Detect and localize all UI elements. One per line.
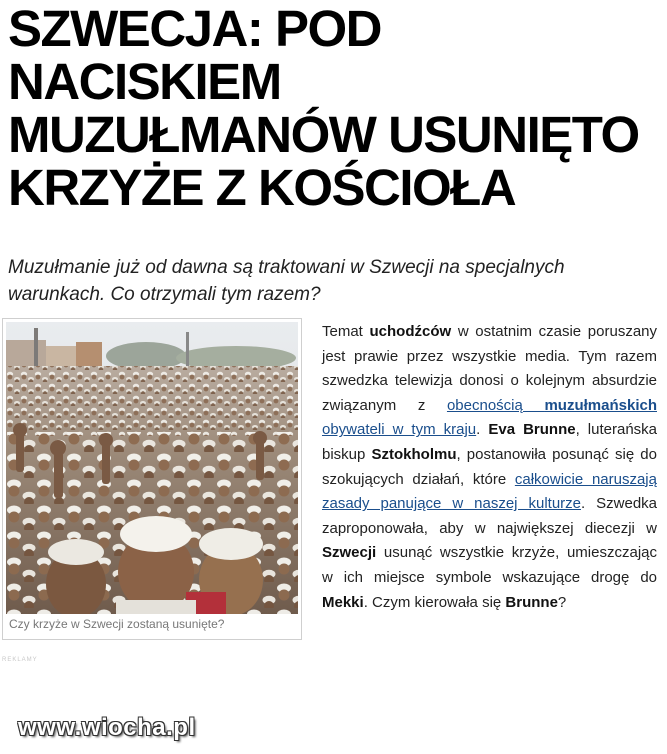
body-bold: Eva Brunne [488,421,576,439]
headline-line: MUZUŁMANÓW USUNIĘTO [8,106,639,163]
link-text: obecnością [446,396,545,414]
headline-line: NACISKIEM [8,53,281,110]
article-lead: Muzułmanie już od dawna są traktowani w Szwecji na specjalnych warunkach. Co otrzymali tym razem? [8,257,565,305]
body-text: . Szwedka zaproponowała, aby w największej diecezji w [322,495,657,537]
body-bold: Brunne [505,593,558,611]
body-text: Temat [322,323,370,340]
article-body [322,320,657,615]
body-bold: Szwecji [322,544,377,562]
article-headline [8,2,658,214]
body-text: , luterańska biskup [322,421,658,463]
article-figure [2,318,302,640]
body-text: , postanowiła posunąć się do szokujących działań, które [322,445,657,488]
site-watermark: www.wiocha.pl [18,714,196,741]
headline-line: SZWECJA: POD [8,0,382,57]
link-bold: muzułmańskich [544,396,657,414]
body-bold: Mekki [322,593,364,611]
body-bold: Sztokholmu [371,445,457,463]
body-text: ? [557,593,567,611]
body-text: w ostatnim czasie poruszany jest prawie przez wszystkie media. Tym razem szwedzka telewizja donosi o kolejnym absurdzie związanym z [322,323,657,414]
crowd-photo[interactable] [6,322,298,614]
link-text: obywateli w tym kraju [322,421,477,439]
body-text: . Czym kierowała się [363,593,506,611]
headline-line: KRZYŻE Z KOŚCIOŁA [8,159,516,216]
body-bold: uchodźców [369,323,452,340]
image-caption: Czy krzyże w Szwecji zostaną usunięte? [9,617,225,631]
body-text: usunąć wszystkie krzyże, umieszczając w ich miejsce symbole wskazujące drogę do [322,544,657,586]
link-culture-rules[interactable]: całkowicie naruszają zasady panujące w naszej kulturze [322,470,657,513]
body-text: . [476,421,489,439]
ads-label: REKLAMY [2,657,38,663]
